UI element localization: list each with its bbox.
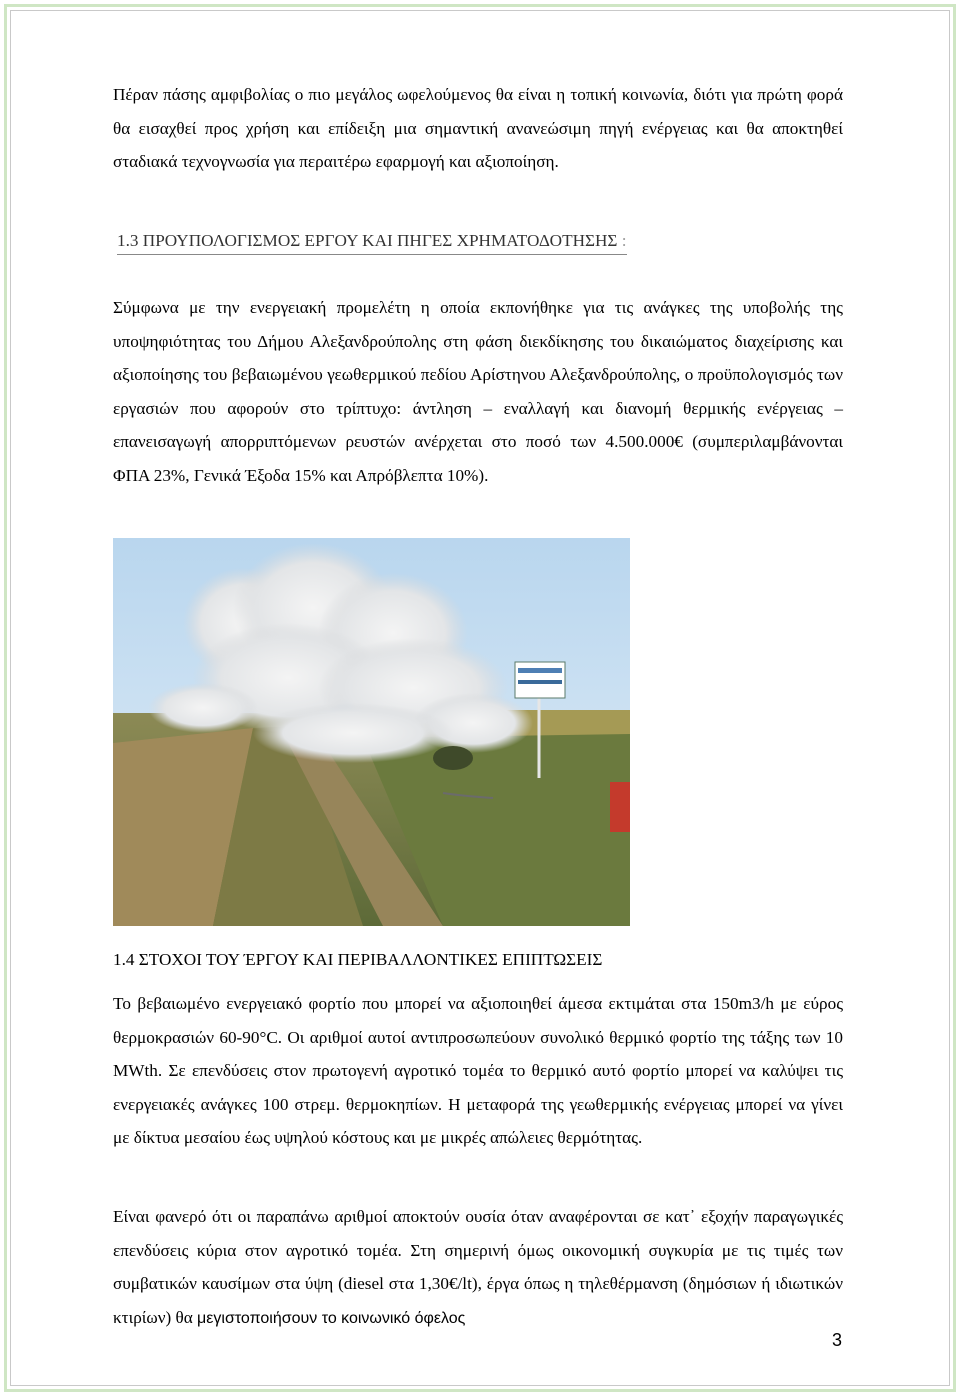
intro-paragraph: Πέραν πάσης αμφιβολίας ο πιο μεγάλος ωφελούμενος θα είναι η τοπική κοινωνία, διότι για πρώτη φορά θα εισαχθεί προς χρήση και επίδειξη μια σημαντική ανανεώσιμη πηγή ενέργειας και θα αποκτηθεί σταδιακά τεχνογνωσία για περαιτέρω εφαρμογή και αξιοποίηση. [113, 85, 843, 171]
section-1-4-paragraph-2-tail: μεγιστοποιήσουν το κοινωνικό όφελος [197, 1309, 466, 1327]
page-number: 3 [831, 1330, 842, 1350]
section-1-4-paragraph-2 [113, 1200, 843, 1335]
section-1-4-paragraph-1: Το βεβαιωμένο ενεργειακό φορτίο που μπορεί να αξιοποιηθεί άμεσα εκτιμάται στα 150m3/h με εύρος θερμοκρασιών 60-90°C. Οι αριθμοί αυτοί αντιπροσωπεύουν συνολικό θερμικό φορτίο της τάξης των 10 MWth. Σε επενδύσεις στον πρωτογενή αγροτικό τομέα το θερμικό αυτό φορτίο μπορεί να καλύψει τις ενεργειακές ανάγκες 100 στρεμ. θερμοκηπίων. Η μεταφορά της γεωθερμικής ενέργειας μπορεί να γίνει με δίκτυα μεσαίου έως υψηλού κόστους και με μικρές απώλειες θερμότητας. [113, 994, 843, 1147]
geothermal-steam-photo [113, 538, 630, 926]
section-1-3-heading-colon: : [617, 231, 627, 250]
section-1-3-heading [117, 229, 627, 255]
section-1-3-heading-text: 1.3 ΠΡΟΥΠΟΛΟΓΙΣΜΟΣ ΕΡΓΟΥ ΚΑΙ ΠΗΓΕΣ ΧΡΗΜΑΤΟΔΟΤΗΣΗΣ [117, 231, 618, 250]
section-1-4-paragraph-2-main: Είναι φανερό ότι οι παραπάνω αριθμοί αποκτούν ουσία όταν αναφέρονται σε κατ᾽ εξοχήν παραγωγικές επενδύσεις κύρια στον αγροτικό τομέα. Στη σημερινή όμως οικονομική συγκυρία με τις τιμές των συμβατικών καυσίμων στα ύψη (diesel στα 1,30€/lt), έργα όπως η τηλεθέρμανση (δημόσιων ή ιδιωτικών κτιρίων) θα [113, 1207, 843, 1327]
section-1-3-paragraph: Σύμφωνα με την ενεργειακή προμελέτη η οποία εκπονήθηκε για τις ανάγκες της υποβολής της υποψηφιότητας του Δήμου Αλεξανδρούπολης στη φάση διεκδίκησης του δικαιώματος διαχείρισης και αξιοποίησης του βεβαιωμένου γεωθερμικού πεδίου Αρίστηνου Αλεξανδρούπολης, ο προϋπολογισμός των εργασιών που αφορούν στο τρίπτυχο: άντληση – εναλλαγή και διανομή θερμικής ενέργειας – επανεισαγωγή απορριπτόμενων ρευστών ανέρχεται στο ποσό των 4.500.000€ (συμπεριλαμβάνονται ΦΠΑ 23%, Γενικά Έξοδα 15% και Απρόβλεπτα 10%). [113, 298, 843, 485]
section-1-4-heading: 1.4 ΣΤΟΧΟΙ ΤΟΥ ΈΡΓΟΥ ΚΑΙ ΠΕΡΙΒΑΛΛΟΝΤΙΚΕΣ ΕΠΙΠΤΩΣΕΙΣ [113, 950, 603, 969]
